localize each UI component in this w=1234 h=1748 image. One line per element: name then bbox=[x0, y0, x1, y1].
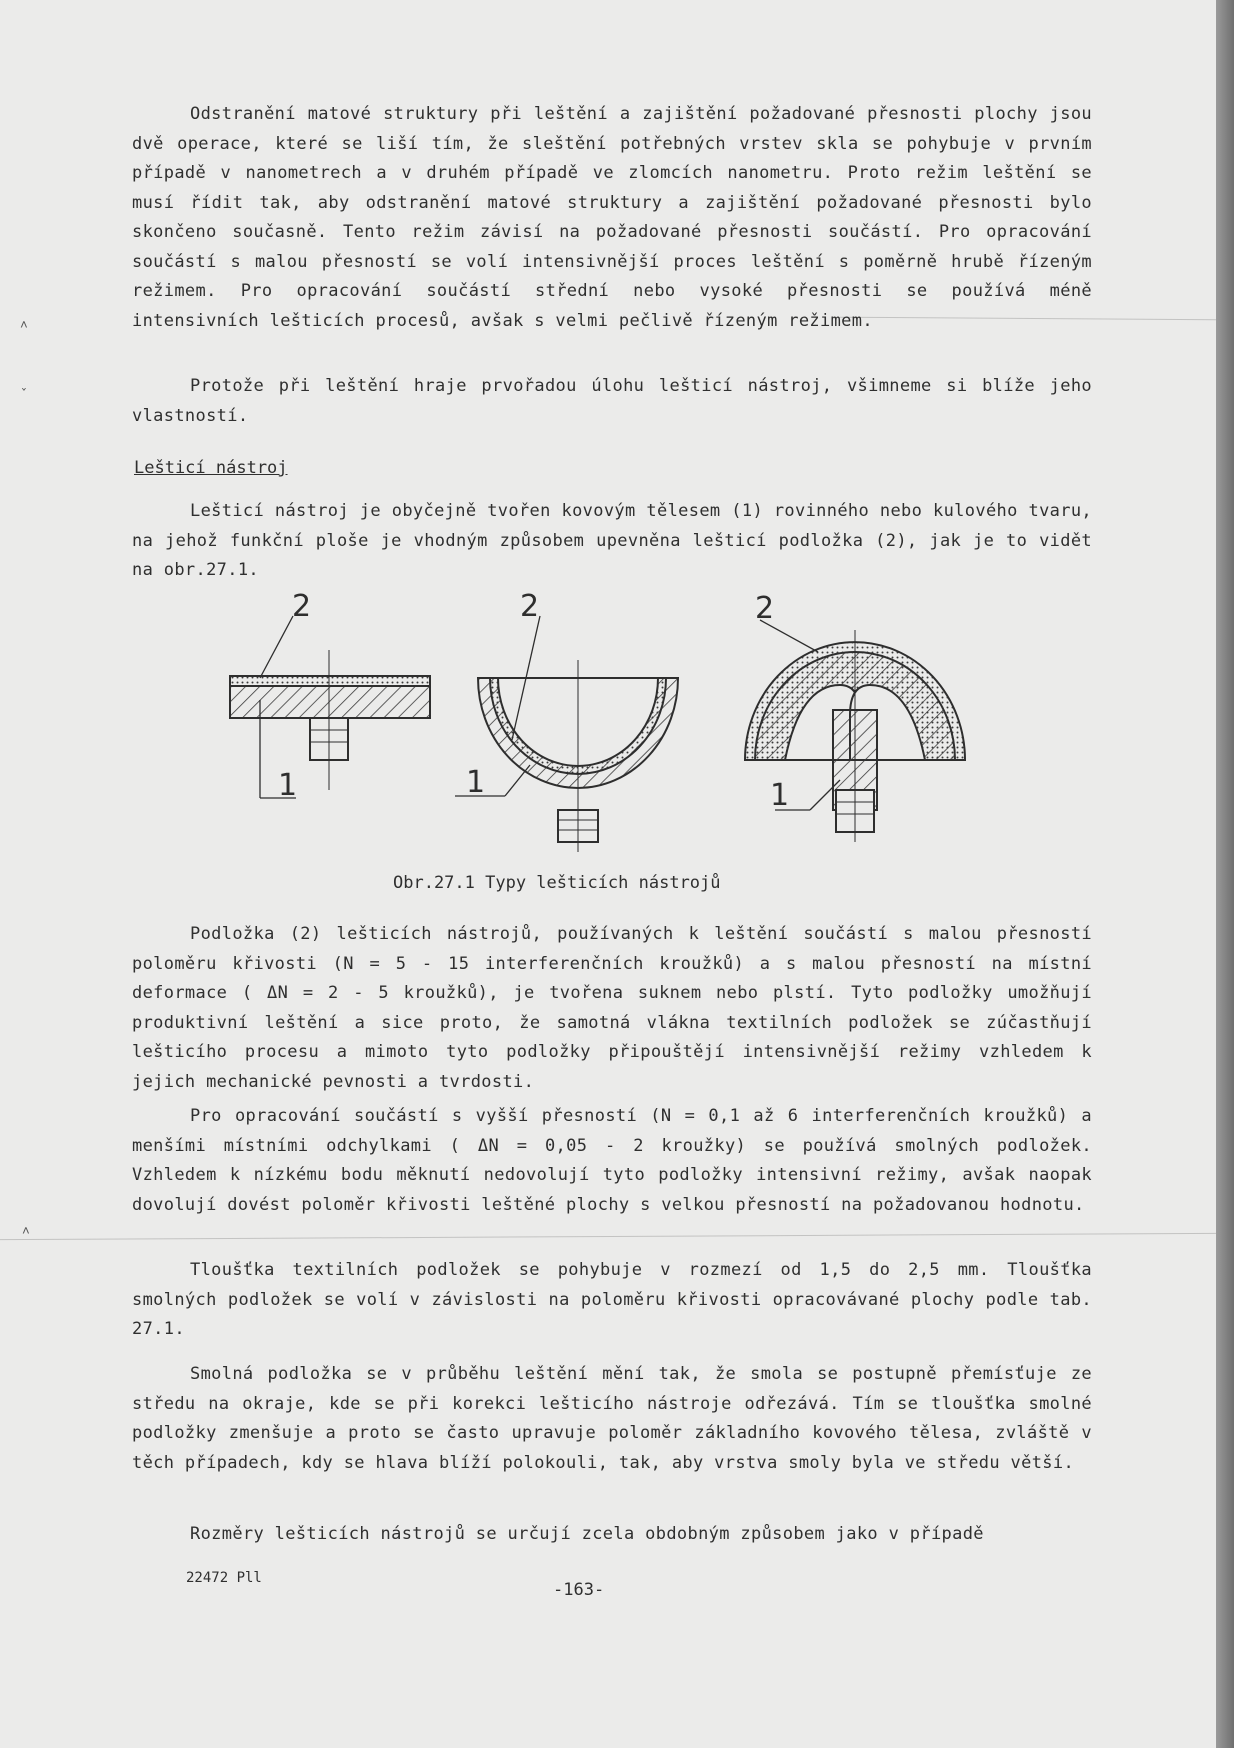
paragraph-pitch-change: Smolná podložka se v průběhu leštění mění tak, že smola se postupně přemísťuje ze středu na okraje, kde se při korekci lešticího nástroje odřezává. Tím se tloušťka smolné podložky zmenšuje a proto se často upravuje poloměr základního kovového tělesa, zvláště v těch případech, kdy se hlava blíží polokouli, tak, aby vrstva smoly byla ve středu větší. bbox=[132, 1364, 1092, 1473]
convex-tool bbox=[745, 591, 965, 842]
section-heading: Lešticí nástroj bbox=[134, 458, 288, 478]
flat-tool bbox=[230, 590, 430, 803]
label-body: 1 bbox=[770, 778, 790, 813]
label-pad: 2 bbox=[755, 591, 775, 626]
paragraph-pitch-pads: Pro opracování součástí s vyšší přesností (N = 0,1 až 6 interferenčních kroužků) a menšími místními odchylkami ( ΔN = 0,05 - 2 kroužky) se používá smolných podložek. Vzhledem k nízkému bodu měknutí nedovolují tyto podložky intensivní režimy, avšak naopak dovolují dovést poloměr křivosti leštěné plochy s velkou přesností na požadovanou hodnotu. bbox=[132, 1106, 1092, 1215]
figure-caption: Obr.27.1 Typy lešticích nástrojů bbox=[393, 873, 721, 893]
margin-mark: ˇ bbox=[20, 388, 28, 403]
paragraph-tool-dimensions: Rozměry lešticích nástrojů se určují zcela obdobným způsobem jako v případě bbox=[190, 1524, 984, 1544]
paragraph-tool-description: Lešticí nástroj je obyčejně tvořen kovovým tělesem (1) rovinného nebo kulového tvaru, na jehož funkční ploše je vhodným způsobem upevněna lešticí podložka (2), jak je to vidět na obr.27.1. bbox=[132, 501, 1092, 580]
paragraph-textile-pads: Podložka (2) lešticích nástrojů, používaných k leštění součástí s malou přesností poloměru křivosti (N = 5 - 15 interferenčních kroužků) a s malou přesností na místní deformace ( ΔN = 2 - 5 kroužků), je tvořena suknem nebo plstí. Tyto podložky umožňují produktivní leštění a sice proto, že samotná vlákna textilních podložek se zúčastňují lešticího procesu a mimoto tyto podložky připouštějí intensivnější režimy vzhledem k jejich mechanické pevnosti a tvrdosti. bbox=[132, 924, 1092, 1092]
paragraph-pad-thickness: Tloušťka textilních podložek se pohybuje v rozmezí od 1,5 do 2,5 mm. Tloušťka smolných podložek se volí v závislosti na poloměru křivosti opracovávané plochy podle tab. 27.1. bbox=[132, 1260, 1092, 1339]
document-code: 22472 Pll bbox=[186, 1570, 262, 1586]
label-body: 1 bbox=[278, 768, 298, 803]
page-number: -163- bbox=[553, 1580, 605, 1600]
page-edge bbox=[1216, 0, 1234, 1748]
label-pad: 2 bbox=[292, 590, 312, 624]
concave-tool bbox=[455, 590, 678, 852]
paragraph-tool-intro: Protože při leštění hraje prvořadou úlohu lešticí nástroj, všimneme si blíže jeho vlastností. bbox=[132, 376, 1092, 426]
label-pad: 2 bbox=[520, 590, 540, 624]
margin-mark: ˄ bbox=[22, 1224, 30, 1239]
figure-polishing-tools bbox=[200, 590, 1100, 860]
label-body: 1 bbox=[466, 765, 486, 800]
paragraph-matte-structure: Odstranění matové struktury při leštění a zajištění požadované přesnosti plochy jsou dvě operace, které se liší tím, že sleštění potřebných vrstev skla se pohybuje v prvním případě v nanometrech a v druhém případě ve zlomcích nanometru. Proto režim leštění se musí řídit tak, aby odstranění matové struktury a zajištění požadované přesnosti bylo skončeno současně. Tento režim závisí na požadované přesnosti součástí. Pro opracování součástí s malou přesností se volí intensivnější proces leštění s poměrně hrubě řízeným režimem. Pro opracování součástí střední nebo vysoké přesnosti se používá méně intensivních lešticích procesů, avšak s velmi pečlivě řízeným režimem. bbox=[132, 104, 1092, 331]
margin-mark: ˄ bbox=[20, 318, 28, 333]
